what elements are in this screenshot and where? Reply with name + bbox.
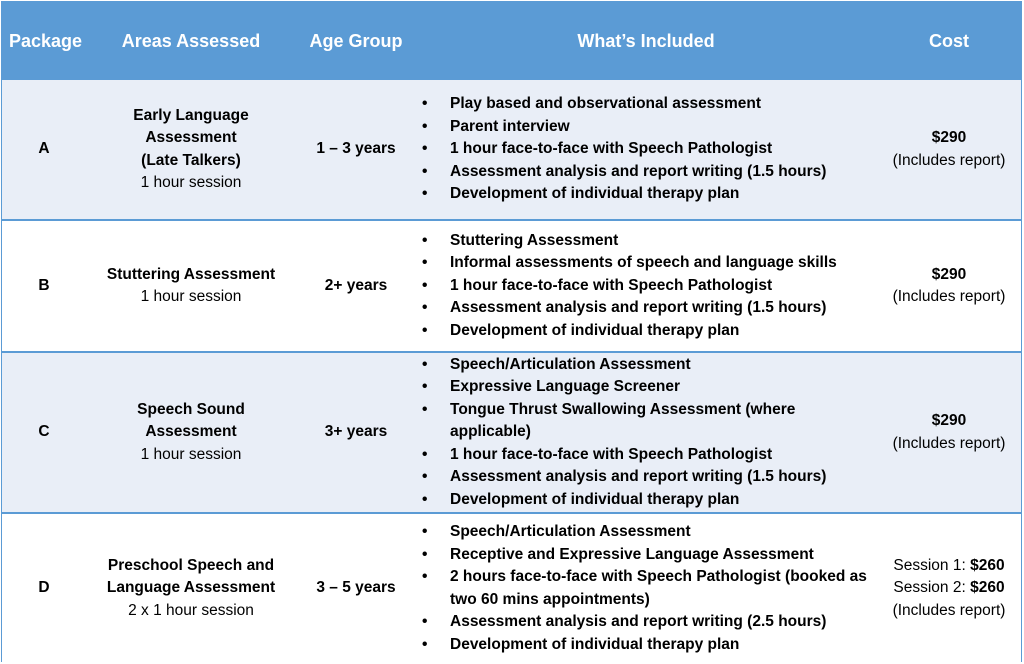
package-cell: C bbox=[38, 423, 50, 441]
header-age-group: Age Group bbox=[309, 30, 403, 51]
cost-cell bbox=[876, 80, 1022, 219]
session-1-price: $260 bbox=[970, 556, 1005, 574]
area-title-line: Stuttering Assessment bbox=[106, 265, 276, 283]
list-item: • Speech/Articulation Assessment bbox=[416, 354, 876, 377]
header-areas-assessed: Areas Assessed bbox=[121, 30, 261, 51]
area-session: 2 x 1 hour session bbox=[128, 601, 254, 619]
header-whats-included: What’s Included bbox=[577, 30, 715, 51]
area-session: 1 hour session bbox=[140, 174, 242, 191]
list-item: • 2 hours face-to-face with Speech Pathologist (booked as two 60 mins appointments) bbox=[416, 566, 876, 611]
session-2-price: $260 bbox=[970, 579, 1005, 597]
age-cell: 3+ years bbox=[324, 423, 388, 441]
list-item: • 1 hour face-to-face with Speech Pathologist bbox=[416, 444, 876, 467]
age-cell: 1 – 3 years bbox=[316, 140, 396, 158]
package-cell: A bbox=[38, 140, 50, 158]
cost-cell bbox=[876, 221, 1022, 351]
list-item: • Assessment analysis and report writing (1.5 hours) bbox=[416, 161, 826, 184]
table-row bbox=[2, 512, 1021, 663]
cost-price: $290 bbox=[931, 265, 967, 283]
list-item: • Expressive Language Screener bbox=[416, 376, 876, 399]
session-2-cost bbox=[893, 577, 1004, 600]
table-row bbox=[2, 351, 1021, 512]
included-cell bbox=[416, 514, 876, 663]
list-item: • Parent interview bbox=[416, 116, 826, 139]
list-item: • Development of individual therapy plan bbox=[416, 489, 876, 512]
area-title-line: Language Assessment bbox=[106, 579, 276, 597]
cost-cell bbox=[876, 353, 1022, 512]
cost-price: $290 bbox=[931, 129, 967, 146]
included-cell bbox=[416, 80, 876, 219]
cost-note: (Includes report) bbox=[892, 434, 1006, 452]
age-cell: 2+ years bbox=[324, 276, 388, 294]
list-item: • Receptive and Expressive Language Assessment bbox=[416, 544, 876, 567]
cost-note: (Includes report) bbox=[892, 601, 1006, 619]
list-item: • Play based and observational assessment bbox=[416, 93, 826, 116]
list-item: • Informal assessments of speech and language skills bbox=[416, 252, 837, 275]
list-item: • Development of individual therapy plan bbox=[416, 320, 837, 343]
areas-cell bbox=[86, 80, 296, 219]
included-cell bbox=[416, 353, 876, 512]
area-title-line: (Late Talkers) bbox=[141, 151, 241, 169]
cost-price: $290 bbox=[931, 412, 967, 429]
list-item: • Development of individual therapy plan bbox=[416, 183, 826, 206]
area-title-line: Assessment bbox=[145, 423, 237, 441]
cost-note: (Includes report) bbox=[892, 288, 1006, 305]
package-cell: D bbox=[38, 579, 50, 597]
included-list bbox=[416, 93, 826, 206]
session-1-label: Session 1: bbox=[893, 556, 971, 574]
session-2-label: Session 2: bbox=[893, 579, 971, 597]
area-title-line: Assessment bbox=[145, 129, 237, 146]
table-header bbox=[2, 2, 1021, 80]
list-item: • Stuttering Assessment bbox=[416, 230, 837, 253]
list-item: • 1 hour face-to-face with Speech Pathologist bbox=[416, 138, 826, 161]
cost-cell bbox=[876, 514, 1022, 663]
included-list bbox=[416, 230, 837, 343]
area-session: 1 hour session bbox=[140, 288, 242, 305]
area-title-line: Preschool Speech and bbox=[107, 556, 275, 574]
included-list bbox=[416, 521, 876, 656]
areas-cell bbox=[86, 353, 296, 512]
header-cost: Cost bbox=[929, 30, 969, 51]
list-item: • Development of individual therapy plan bbox=[416, 634, 876, 657]
list-item: • Speech/Articulation Assessment bbox=[416, 521, 876, 544]
pricing-table bbox=[1, 1, 1022, 662]
package-cell: B bbox=[38, 276, 50, 294]
header-package: Package bbox=[9, 30, 83, 51]
areas-cell bbox=[86, 514, 296, 663]
session-1-cost bbox=[893, 555, 1004, 578]
list-item: • Assessment analysis and report writing (1.5 hours) bbox=[416, 466, 876, 489]
table-row bbox=[2, 80, 1021, 219]
cost-note: (Includes report) bbox=[892, 151, 1006, 169]
list-item: • Assessment analysis and report writing (1.5 hours) bbox=[416, 297, 837, 320]
area-title-line: Speech Sound bbox=[137, 400, 245, 418]
list-item: • Assessment analysis and report writing (2.5 hours) bbox=[416, 611, 876, 634]
included-list bbox=[416, 354, 876, 512]
age-cell: 3 – 5 years bbox=[316, 579, 396, 597]
table-row bbox=[2, 219, 1021, 351]
list-item: • Tongue Thrust Swallowing Assessment (where applicable) bbox=[416, 399, 876, 444]
included-cell bbox=[416, 221, 876, 351]
area-session: 1 hour session bbox=[140, 445, 242, 463]
area-title-line: Early Language bbox=[133, 106, 249, 124]
areas-cell bbox=[86, 221, 296, 351]
list-item: • 1 hour face-to-face with Speech Pathologist bbox=[416, 275, 837, 298]
